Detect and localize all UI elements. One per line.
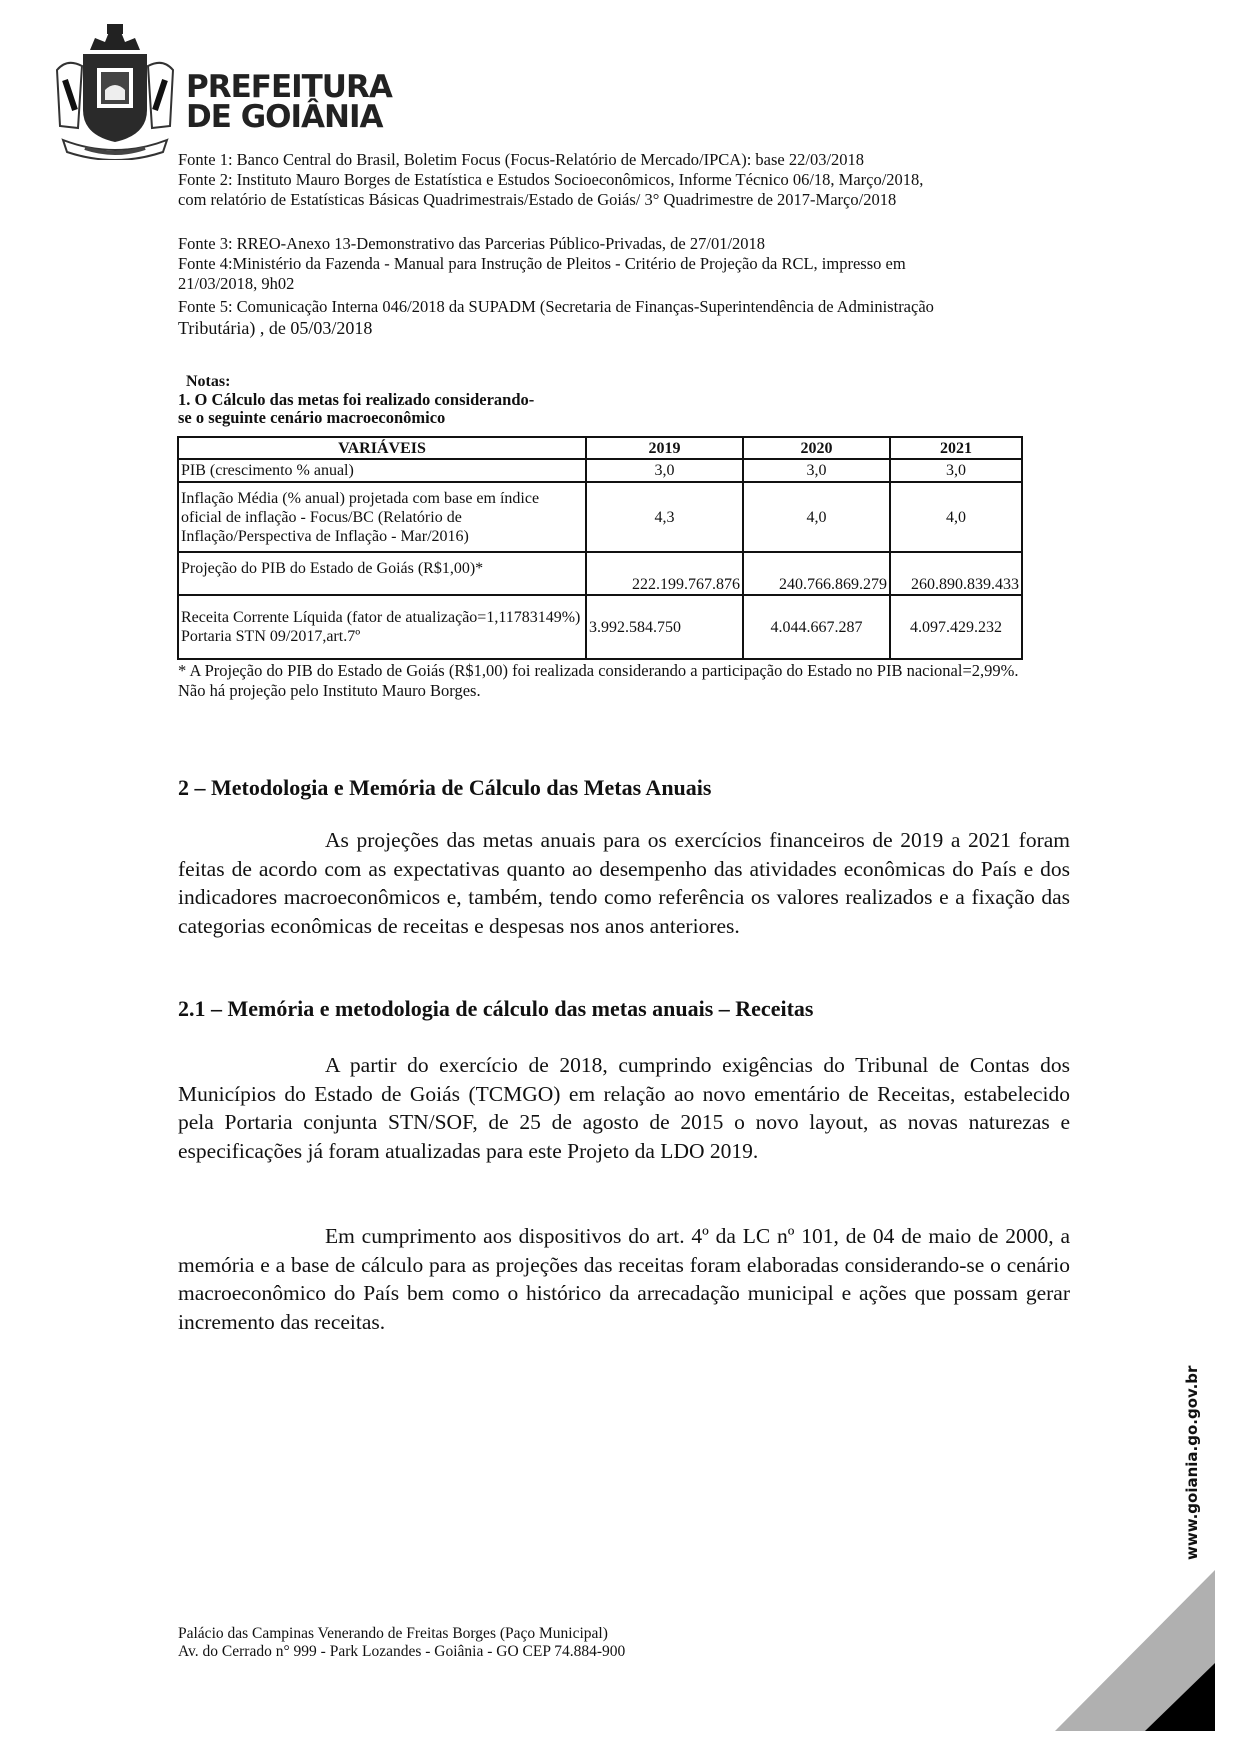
header-2020: 2020 xyxy=(743,437,890,459)
header-2019: 2019 xyxy=(586,437,743,459)
corner-decoration-icon xyxy=(1040,1560,1240,1754)
section-2-paragraph: As projeções das metas anuais para os exercícios financeiros de 2019 a 2021 foram feitas de acordo com as expectativas quanto ao desempenho das atividades econômicas do País e dos indicadores macroeconômicos e, também, tendo como referência os valores realizados e a fixação das categorias econômicas de receitas e despesas nos anos anteriores. xyxy=(178,828,1070,938)
section-2-1-heading: 2.1 – Memória e metodologia de cálculo das metas anuais – Receitas xyxy=(178,996,814,1021)
section-2-1-paragraph-1: A partir do exercício de 2018, cumprindo exigências do Tribunal de Contas dos Municípios do Estado de Goiás (TCMGO) em relação ao novo ementário de Receitas, estabelecido pela Portaria conjunta STN/SOF, de 25 de agosto de 2015 o novo layout, as novas naturezas e especificações já foram atualizadas para este Projeto da LDO 2019. xyxy=(178,1053,1070,1163)
brand-line-1: PREFEITURA xyxy=(186,69,392,105)
source-4: Fonte 4:Ministério da Fazenda - Manual para Instrução de Pleitos - Critério de Projeção da RCL, impresso em xyxy=(178,254,906,273)
cell-2021: 4.097.429.232 xyxy=(890,595,1022,659)
source-4-cont: 21/03/2018, 9h02 xyxy=(178,274,295,293)
source-1: Fonte 1: Banco Central do Brasil, Boletim Focus (Focus-Relatório de Mercado/IPCA): base 22/03/2018 xyxy=(178,150,865,169)
row-label: Receita Corrente Líquida (fator de atualização=1,11783149%) Portaria STN 09/2017,art.7º xyxy=(178,595,586,659)
row-label: PIB (crescimento % anual) xyxy=(178,459,586,482)
notes-title: Notas: xyxy=(186,373,231,390)
cell-2021: 260.890.839.433 xyxy=(890,552,1022,595)
table-footnote: * A Projeção do PIB do Estado de Goiás (R$1,00) foi realizada considerando a participação do Estado no PIB nacional=2,99%. Não há projeção pelo Instituto Mauro Borges. xyxy=(178,661,1019,700)
footer-address xyxy=(178,1625,625,1661)
header-2021: 2021 xyxy=(890,437,1022,459)
footer-line-2: Av. do Cerrado n° 999 - Park Lozandes - Goiânia - GO CEP 74.884-900 xyxy=(178,1643,626,1660)
website-link[interactable]: www.goiania.go.gov.br xyxy=(1183,1365,1201,1560)
table-row xyxy=(178,459,1022,482)
coat-of-arms-logo xyxy=(45,10,185,160)
note-1-line-1: 1. O Cálculo das metas foi realizado considerando- xyxy=(178,390,535,409)
table-row xyxy=(178,482,1022,552)
cell-2020: 240.766.869.279 xyxy=(743,552,890,595)
table-row xyxy=(178,552,1022,595)
source-3: Fonte 3: RREO-Anexo 13-Demonstrativo das Parcerias Público-Privadas, de 27/01/2018 xyxy=(178,234,766,253)
header-variables: VARIÁVEIS xyxy=(178,437,586,459)
cell-2019: 4,3 xyxy=(586,482,743,552)
coat-of-arms-icon xyxy=(45,10,185,160)
table-row xyxy=(178,595,1022,659)
cell-2020: 3,0 xyxy=(743,459,890,482)
source-5-cont: Tributária) , de 05/03/2018 xyxy=(178,318,373,338)
cell-2020: 4.044.667.287 xyxy=(743,595,890,659)
cell-2019: 222.199.767.876 xyxy=(586,552,743,595)
section-2-heading: 2 – Metodologia e Memória de Cálculo das Metas Anuais xyxy=(178,775,712,800)
note-1-line-2: se o seguinte cenário macroeconômico xyxy=(178,408,446,427)
table-header-row xyxy=(178,437,1022,459)
macro-scenario-table xyxy=(177,436,1023,660)
cell-2021: 4,0 xyxy=(890,482,1022,552)
section-2-1-paragraph-2: Em cumprimento aos dispositivos do art. 4º da LC nº 101, de 04 de maio de 2000, a memória e a base de cálculo para as projeções das receitas foram elaboradas considerando-se o cenário macroeconômico do País bem como o histórico da arrecadação municipal e ações que possam gerar incremento das receitas. xyxy=(178,1224,1070,1334)
source-2: Fonte 2: Instituto Mauro Borges de Estatística e Estudos Socioeconômicos, Informe Técnico 06/18, Março/2018, xyxy=(178,170,924,189)
source-5: Fonte 5: Comunicação Interna 046/2018 da SUPADM (Secretaria de Finanças-Superintendência de Administração xyxy=(178,297,934,316)
cell-2019: 3.992.584.750 xyxy=(586,595,743,659)
brand-name xyxy=(186,69,392,135)
cell-2019: 3,0 xyxy=(586,459,743,482)
footer-line-1: Palácio das Campinas Venerando de Freitas Borges (Paço Municipal) xyxy=(178,1625,608,1642)
source-2-cont: com relatório de Estatísticas Básicas Quadrimestrais/Estado de Goiás/ 3° Quadrimestre de 2017-Março/2018 xyxy=(178,190,897,209)
row-label: Inflação Média (% anual) projetada com base em índice oficial de inflação - Focus/BC (Relatório de Inflação/Perspectiva de Inflação - Mar/2016) xyxy=(178,482,586,552)
brand-line-2: DE GOIÂNIA xyxy=(186,99,383,135)
cell-2020: 4,0 xyxy=(743,482,890,552)
row-label: Projeção do PIB do Estado de Goiás (R$1,00)* xyxy=(178,552,586,595)
cell-2021: 3,0 xyxy=(890,459,1022,482)
note-1 xyxy=(178,391,598,427)
